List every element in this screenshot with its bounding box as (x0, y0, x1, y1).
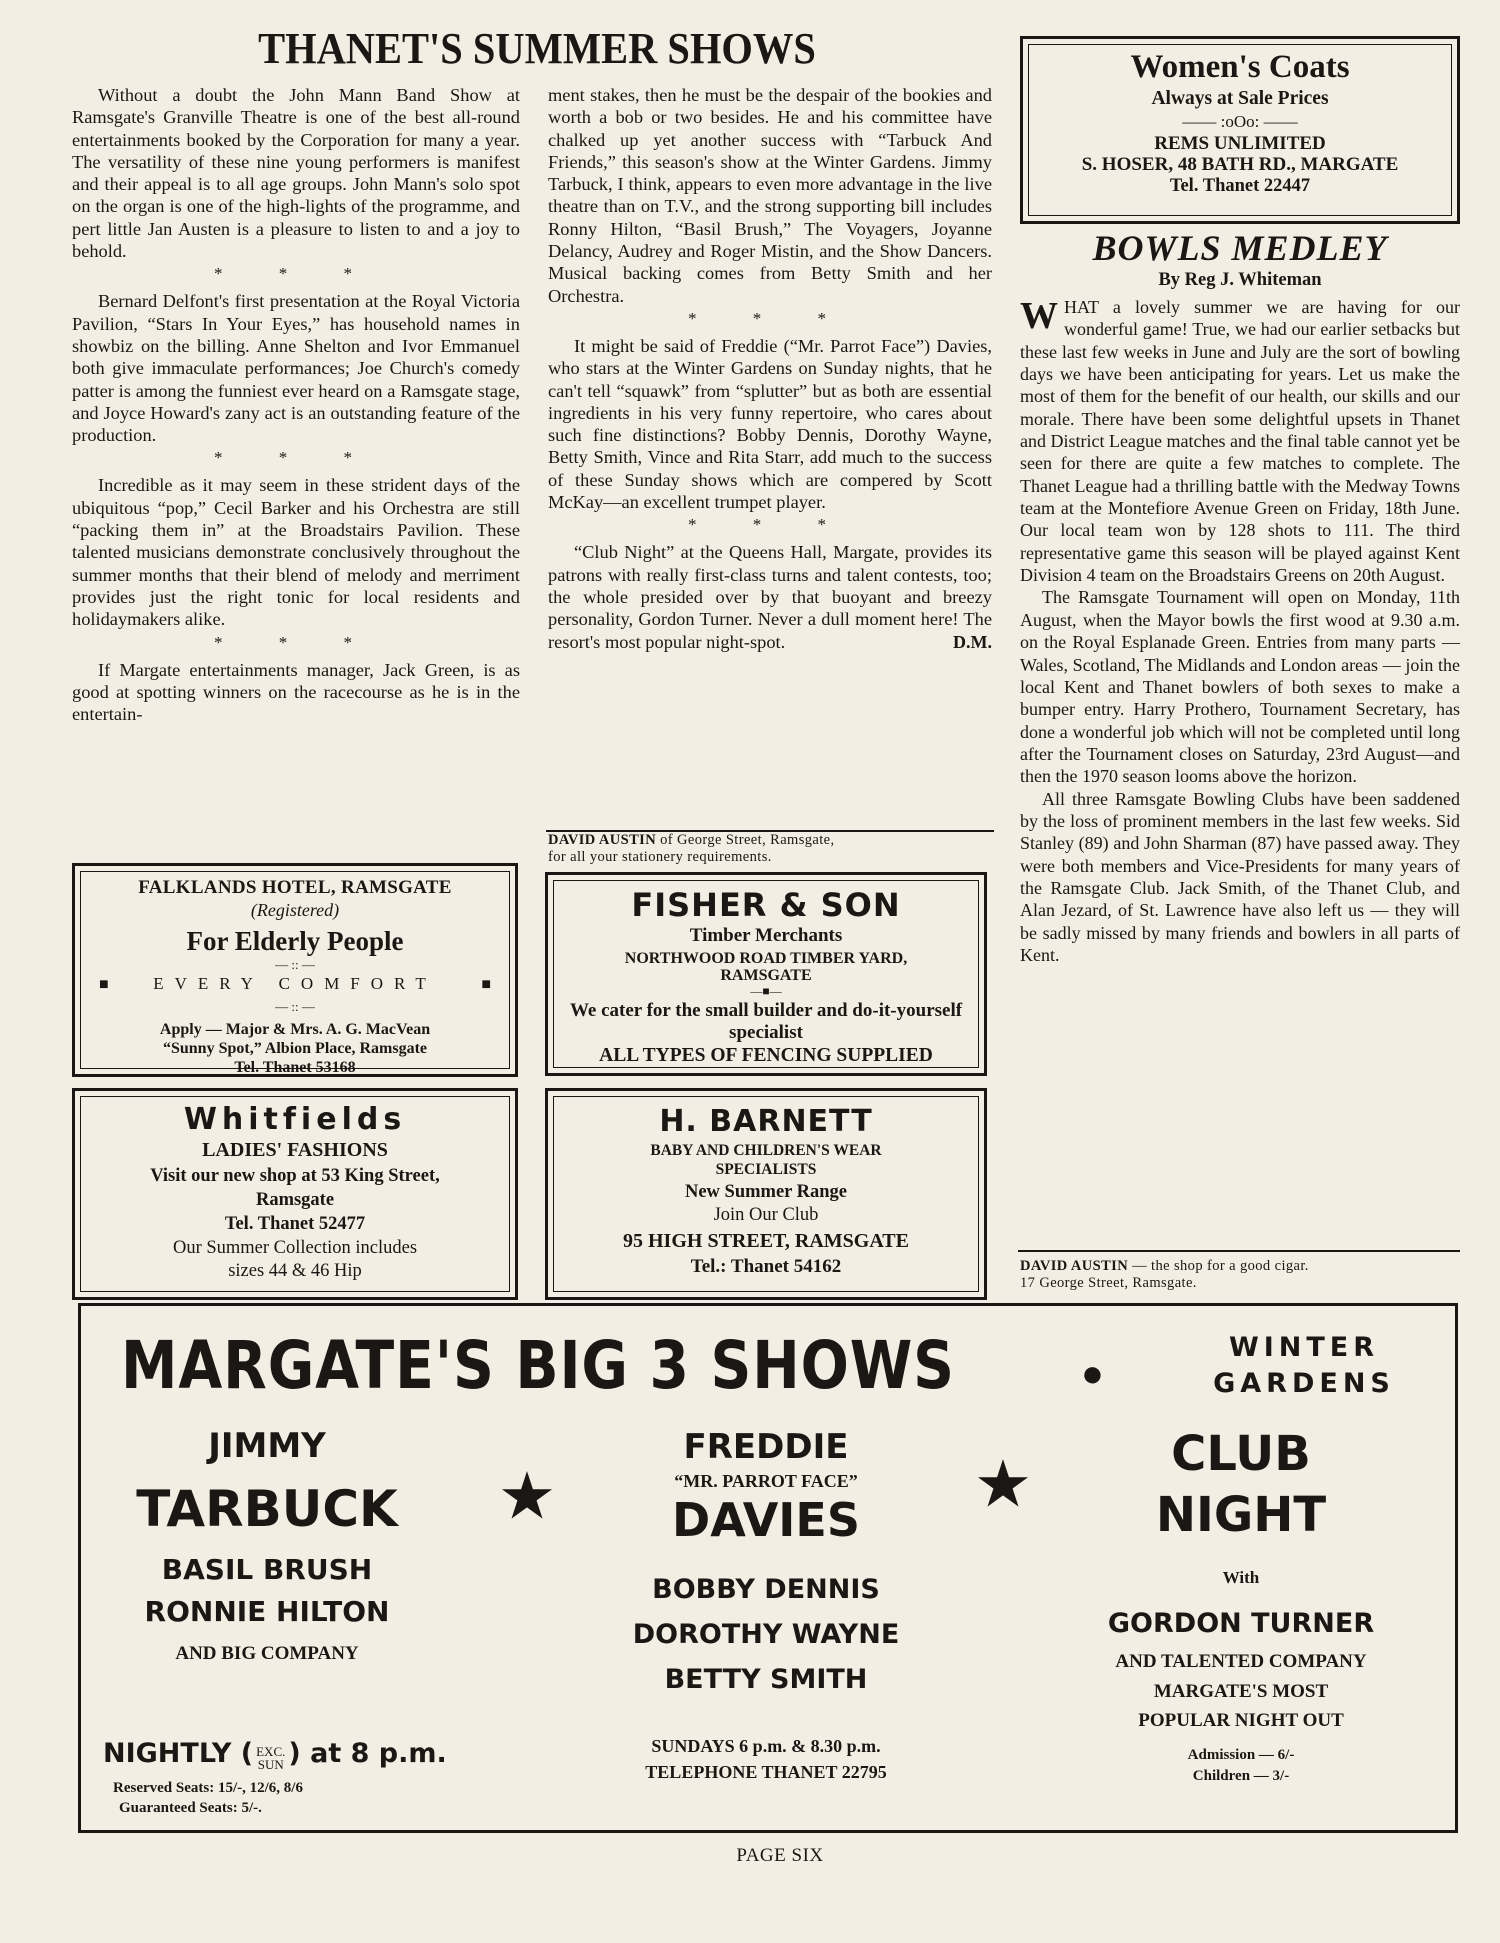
ad-subtitle: (Registered) (250, 900, 340, 920)
bowls-byline: By Reg J. Whiteman (1158, 270, 1322, 290)
fisher-and-son-ad (545, 872, 987, 1076)
support-act: BETTY SMITH (664, 1664, 868, 1695)
separator: * * * (214, 264, 378, 284)
whitfields-ad (72, 1088, 518, 1300)
support-act: BOBBY DENNIS (652, 1574, 880, 1605)
separator: * * * (214, 448, 378, 468)
ad-subtitle-2: SPECIALISTS (715, 1161, 817, 1178)
star-last-name: DAVIES (672, 1493, 860, 1547)
company-name: REMS UNLIMITED (1154, 133, 1326, 154)
star-last-name: TARBUCK (136, 1480, 398, 1538)
telephone: Tel. Thanet 22447 (1169, 176, 1311, 196)
paragraph: “Club Night” at the Queens Hall, Margate, provides its patrons with really first-class turns and talent contests, too; the whole presided over by that buoyant and breezy personality, Gordon Turner. Never a dull moment here! The resort's most popular night-spot. (548, 542, 992, 652)
ornament: —— :oOo: —— (1182, 112, 1298, 131)
guaranteed-seats: Guaranteed Seats: 5/-. (119, 1800, 262, 1816)
paragraph: ment stakes, then he must be the despair of the bookies and worth a bob or two besides. He and his committee have chalked up yet another success with “Tarbuck And Friends,” this season's show at the Winter Gardens. Jimmy Tarbuck, I think, appears to even more advantage in the live theatre than on T.V., and the strong supporting bill includes Ronny Hilton, “Basil Brush,” The Voyagers, Joyanne Delancy, Audrey and Roger Mistin, and the Show Dancers. Musical backing comes from Betty Smith and her Orchestra. (548, 85, 992, 306)
star-icon: ★ (977, 1452, 1029, 1517)
host: GORDON TURNER (1107, 1608, 1375, 1639)
collection-line: Our Summer Collection includes (172, 1238, 418, 1258)
town: RAMSGATE (720, 967, 812, 984)
apply-line: Apply — Major & Mrs. A. G. MacVean (159, 1021, 431, 1038)
paragraph: Incredible as it may seem in these strident days of the ubiquitous “pop,” Cecil Barker and his Orchestra are still “packing them in” at the Broadstairs Pavilion. These talented musicians demonstrate conclusively throughout the summer months that their blend of melody and merriment provides just the right tonic for local residents and holidaymakers alike. (72, 475, 520, 630)
ad-title: FISHER & SON (631, 886, 901, 924)
ad-title: Whitfields (183, 1102, 407, 1137)
article-column-2 (548, 84, 992, 653)
austin-notice-2 (1020, 1258, 1460, 1292)
address: 95 HIGH STREET, RAMSGATE (623, 1230, 909, 1252)
star-nickname: “MR. PARROT FACE” (674, 1471, 858, 1491)
separator: * * * (688, 308, 852, 328)
ornament: —■— (750, 984, 782, 998)
support-act: RONNIE HILTON (144, 1595, 390, 1628)
separator: * * * (214, 632, 378, 652)
austin-text-2: 17 George Street, Ramsgate. (1020, 1275, 1197, 1291)
show-davies (601, 1424, 931, 1786)
austin-text: of George Street, Ramsgate, (660, 832, 835, 848)
austin-name: DAVID AUSTIN (1020, 1258, 1129, 1274)
separator: * * * (688, 515, 852, 535)
paragraph: It might be said of Freddie (“Mr. Parrot Face”) Davies, who stars at the Winter Gardens on Sunday nights, that he can't tell “squawk” from “splutter” but as both are essential ingredients in his very funny repertoire, who cares about such fine distinctions? Bobby Dennis, Dorothy Wayne, Betty Smith, Vince and Rita Starr, add much to the success of these Sunday shows which are compered by Scott McKay—an excellent trumpet player. (548, 335, 992, 513)
support-line: POPULAR NIGHT OUT (1138, 1710, 1344, 1731)
town: Ramsgate (255, 1190, 335, 1210)
show-club-night (1061, 1424, 1421, 1786)
admission: Admission — 6/- (1187, 1747, 1295, 1763)
telephone: Tel. Thanet 52477 (224, 1214, 366, 1234)
paragraph: If Margate entertainments manager, Jack Green, is as good at spotting winners on the racecourse as he is in the entertain- (72, 659, 520, 725)
ad-subtitle: Timber Merchants (689, 925, 843, 946)
h-barnett-ad (545, 1088, 987, 1300)
visit-line: Visit our new shop at 53 King Street, (150, 1166, 440, 1186)
ad-subtitle: Always at Sale Prices (1151, 88, 1329, 109)
star-icon: ★ (501, 1464, 553, 1529)
telephone: TELEPHONE THANET 22795 (645, 1762, 887, 1782)
drop-cap: W (1020, 295, 1058, 337)
signoff: D.M. (953, 631, 992, 652)
bowls-article (1020, 296, 1460, 966)
ad-subtitle: BABY AND CHILDREN'S WEAR (650, 1142, 882, 1159)
falklands-hotel-ad (72, 863, 518, 1077)
bowls-title: BOWLS MEDLEY (1092, 228, 1388, 268)
ad-subtitle: LADIES' FASHIONS (202, 1139, 388, 1161)
support-act: AND BIG COMPANY (175, 1643, 359, 1664)
children-price: Children — 3/- (1192, 1768, 1290, 1784)
club-line: Join Our Club (713, 1205, 819, 1225)
divider (1018, 1250, 1460, 1252)
yard-line: NORTHWOOD ROAD TIMBER YARD, (624, 950, 908, 967)
venue-name: WINTER GARDENS (1213, 1332, 1395, 1399)
sizes-line: sizes 44 & 46 Hip (228, 1261, 362, 1281)
austin-name: DAVID AUSTIN (548, 832, 657, 848)
show-title: CLUB (1171, 1426, 1311, 1482)
show-times: SUNDAYS 6 p.m. & 8.30 p.m. (651, 1736, 881, 1756)
paragraph: The Ramsgate Tournament will open on Monday, 11th August, when the Mayor bowls the first wood at 9.30 a.m. on the Royal Esplanade Green. Entries from many parts — Wales, Scotland, The Midlands and London areas — join the local Kent and Thanet bowlers of both sexes to make a bumper entry. Harry Prothero, Tournament Secretary, has done a wonderful job which will not be completed until long after the Tournament closes on Saturday, 23rd August—and then the 1970 season looms above the horizon. (1020, 587, 1460, 787)
ad-title: Women's Coats (1130, 49, 1350, 85)
paragraph: Bernard Delfont's first presentation at the Royal Victoria Pavilion, “Stars In Your Eyes,” has household names in showbiz on the billing. Anne Shelton and Ivor Emmanuel both give immaculate performances; Joe Church's comedy patter is among the funniest ever heard on a Ramsgate stage, and Joyce Howard's zany act is an outstanding feature of the production. (72, 291, 520, 446)
support-line: AND TALENTED COMPANY (1115, 1651, 1367, 1672)
address: S. HOSER, 48 BATH RD., MARGATE (1081, 154, 1399, 175)
austin-text-2: for all your stationery requirements. (548, 849, 772, 865)
article-column-1 (72, 84, 520, 725)
show-title-2: NIGHT (1155, 1487, 1327, 1543)
ornament: — :: — (275, 999, 315, 1014)
range-line: New Summer Range (684, 1182, 848, 1202)
support-act: BASIL BRUSH (161, 1553, 373, 1586)
nightly-times: NIGHTLY ( EXC. SUN ) at 8 p.m. (103, 1738, 447, 1772)
telephone: Tel.: Thanet 54162 (690, 1256, 842, 1277)
with-label: With (1222, 1568, 1260, 1587)
star-first-name: FREDDIE (683, 1427, 849, 1467)
show-tarbuck (117, 1424, 417, 1674)
ad-headline: For Elderly People (186, 926, 404, 956)
margate-big-3-shows-ad (78, 1303, 1458, 1833)
austin-notice-1 (548, 832, 992, 866)
paragraph: All three Ramsgate Bowling Clubs have been saddened by the loss of prominent members in the last few weeks. Sid Stanley (89) and John Sharman (87) have passed away. They were both members and Vice-Presidents for many years of the Ramsgate Club. Jack Smith, of the Thanet Club, and Alan Jezard, of St. Lawrence have also left us — they will be sadly missed by many friends and bowlers in all parts of Kent. (1020, 788, 1460, 965)
austin-text: — the shop for a good cigar. (1132, 1258, 1309, 1274)
big3-headline: MARGATE'S BIG 3 SHOWS (121, 1327, 955, 1404)
address: “Sunny Spot,” Albion Place, Ramsgate (162, 1040, 428, 1057)
ad-title: FALKLANDS HOTEL, RAMSGATE (138, 877, 452, 898)
ornament: — :: — (275, 957, 315, 972)
every-comfort: ■ EVERY COMFORT ■ (99, 974, 491, 993)
womens-coats-ad (1020, 36, 1460, 224)
fencing-line: ALL TYPES OF FENCING SUPPLIED (599, 1045, 933, 1066)
paragraph: Without a doubt the John Mann Band Show at Ramsgate's Granville Theatre is one of the best all-round entertainments booked by the Corporation for many a year. The versatility of these nine young performers is manifest and their appeal is to all age groups. John Mann's solo spot on the organ is one of the high-lights of the programme, and pert little Jan Austen is a pleasure to listen to and a joy to behold. (72, 85, 520, 262)
ad-title: H. BARNETT (659, 1104, 873, 1139)
support-act: DOROTHY WAYNE (632, 1619, 900, 1650)
headline: THANET'S SUMMER SHOWS (258, 24, 816, 73)
bullet-icon: ● (1081, 1353, 1104, 1395)
support-line: MARGATE'S MOST (1153, 1681, 1329, 1702)
page-number: PAGE SIX (736, 1845, 824, 1866)
cater-line: We cater for the small builder and do-it-yourself specialist (569, 1000, 963, 1043)
reserved-seats: Reserved Seats: 15/-, 12/6, 8/6 (113, 1780, 303, 1796)
paragraph: WHAT a lovely summer we are having for our wonderful game! True, we had our earlier setbacks but these last few weeks in June and July are the sort of bowling days we have been anticipating for years. Let us make the most of them for the benefit of our health, our skills and our morale. There have been some delightful upsets in Thanet and District League matches and the final table cannot yet be seen for there are quite a few matches to complete. The Thanet League had a thrilling battle with the Medway Towns team at the Montefiore Avenue Green on Friday, 18th June. Our local team won by 128 shots to 111. The third representative game this season will be played against Kent Division 4 team on the Broadstairs Greens on 20th August. (1020, 295, 1460, 586)
telephone: Tel. Thanet 53168 (234, 1059, 356, 1076)
star-first-name: JIMMY (208, 1426, 326, 1466)
